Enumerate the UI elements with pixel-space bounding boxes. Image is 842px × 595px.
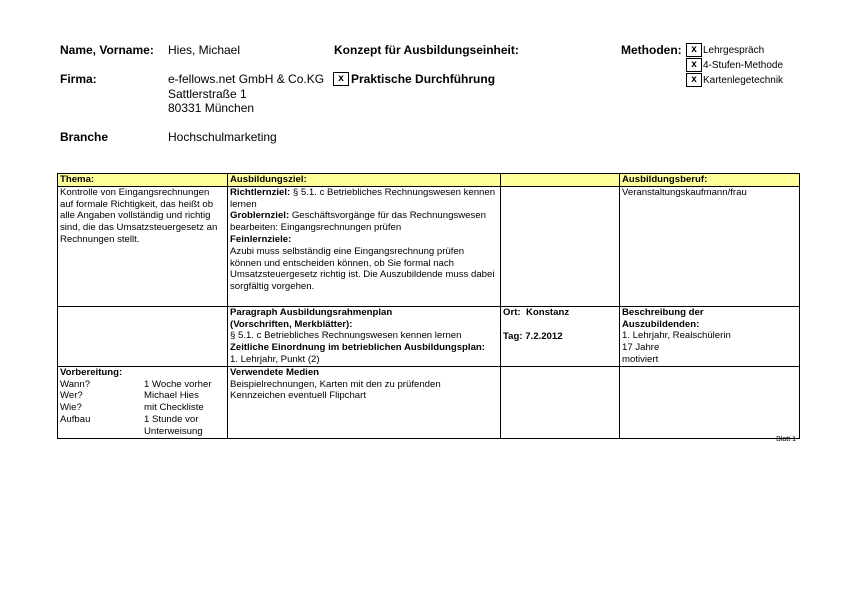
header-thema: Thema: (58, 174, 228, 187)
vorbereitung-item (60, 390, 225, 402)
beschreibung-label-1: Beschreibung der (622, 306, 704, 318)
name-value: Hies, Michael (168, 43, 241, 57)
table-header-row (58, 174, 800, 187)
empty-cell (620, 366, 800, 438)
einordnung-label: Zeitliche Einordnung im betrieblichen Ausbildungsplan: (230, 342, 485, 354)
feinlernziele-label: Feinlernziele: (230, 233, 292, 245)
table-row (58, 306, 800, 366)
medien-text: Beispielrechnungen, Karten mit den zu prüfenden Kennzeichen eventuell Flipchart (230, 378, 441, 402)
firma-line-3: 80331 München (168, 101, 255, 115)
vorbereitung-item (60, 379, 225, 391)
vorbereitung-key (60, 426, 144, 438)
groblernziel (230, 210, 498, 234)
paragraph-label: Paragraph Ausbildungsrahmenplan (230, 306, 393, 318)
tag (503, 331, 617, 343)
vorbereitung-value: 1 Stunde vor (144, 413, 199, 425)
konzept-checkbox: x (333, 72, 349, 86)
vorbereitung-item (60, 426, 225, 438)
methode-label-3: Kartenlegetechnik (703, 75, 784, 86)
beschreibung-line-1: 1. Lehrjahr, Realschülerin (622, 330, 731, 342)
paragraph-cell (228, 306, 501, 366)
richtlernziel-label: Richtlernziel: (230, 186, 291, 198)
table-row (58, 366, 800, 438)
header-ausbildungsziel: Ausbildungsziel: (228, 174, 501, 187)
thema-cell (58, 186, 228, 306)
konzept-value: Praktische Durchführung (351, 72, 496, 86)
ort (503, 307, 617, 319)
vorbereitung-value: mit Checkliste (144, 402, 204, 414)
concept-table (57, 173, 800, 439)
methode-label-1: Lehrgespräch (703, 45, 765, 56)
empty-cell (58, 306, 228, 366)
vorbereitung-item (60, 402, 225, 414)
thema-text: Kontrolle von Eingangsrechnungen auf formale Richtigkeit, das heißt ob alle Angaben vollständig und richtig sind, die das Umsatzsteuergesetz an Rechnungen stellt. (60, 186, 218, 245)
vorbereitung-key: Aufbau (60, 413, 91, 425)
groblernziel-label: Groblernziel: (230, 210, 290, 222)
beschreibung-line-2: 17 Jahre (622, 342, 660, 354)
beschreibung-label-2: Auszubildenden: (622, 318, 700, 330)
ort-label: Ort: (503, 306, 521, 318)
table-row (58, 186, 800, 306)
vorbereitung-cell (58, 366, 228, 438)
medien-label: Verwendete Medien (230, 366, 320, 378)
medien-cell (228, 366, 501, 438)
vorbereitung-value: Unterweisung (144, 425, 203, 437)
vorbereitung-key: Wann? (60, 378, 91, 390)
vorschriften-label: (Vorschriften, Merkblätter): (230, 318, 353, 330)
tag-value: 7.2.2012 (525, 330, 563, 342)
ausbildungsberuf-text: Veranstaltungskaufmann/frau (622, 186, 747, 198)
methoden-label: Methoden: (621, 43, 682, 57)
ausbildungsberuf-cell (620, 186, 800, 306)
empty-cell (501, 186, 620, 306)
vorbereitung-key: Wie? (60, 402, 82, 414)
firma-line-1: e-fellows.net GmbH & Co.KG (168, 72, 325, 86)
richtlernziel (230, 187, 498, 211)
konzept-label: Konzept für Ausbildungseinheit: (334, 43, 519, 57)
methode-label-2: 4-Stufen-Methode (703, 60, 784, 71)
methode-checkbox-3: x (686, 73, 702, 87)
richtlernziel-text: § 5.1. c Betriebliches Rechnungswesen kennen lernen (230, 186, 496, 210)
header-empty (501, 174, 620, 187)
firma-line-2: Sattlerstraße 1 (168, 87, 247, 101)
branche-value: Hochschulmarketing (168, 130, 277, 144)
ausbildungsziel-cell (228, 186, 501, 306)
vorbereitung-label: Vorbereitung: (60, 366, 123, 378)
beschreibung-cell (620, 306, 800, 366)
sheet-label: Blatt 1 (776, 436, 796, 443)
einordnung-text: 1. Lehrjahr, Punkt (2) (230, 353, 320, 365)
vorbereitung-key: Wer? (60, 390, 83, 402)
beschreibung-line-3: motiviert (622, 353, 659, 365)
methode-checkbox-1: x (686, 43, 702, 57)
vorbereitung-value: Michael Hies (144, 390, 199, 402)
ort-tag-cell (501, 306, 620, 366)
tag-label: Tag: (503, 330, 523, 342)
ort-value: Konstanz (525, 306, 570, 318)
header-ausbildungsberuf: Ausbildungsberuf: (620, 174, 800, 187)
firma-label: Firma: (60, 72, 97, 86)
vorbereitung-item (60, 414, 225, 426)
groblernziel-text: Geschäftsvorgänge für das Rechnungswesen bearbeiten: Eingangsrechnungen prüfen (230, 210, 486, 234)
empty-cell (501, 366, 620, 438)
vorbereitung-value: 1 Woche vorher (144, 378, 212, 390)
branche-label: Branche (60, 130, 109, 144)
paragraph-text: § 5.1. c Betriebliches Rechnungswesen kennen lernen (230, 330, 462, 342)
name-label: Name, Vorname: (60, 43, 154, 57)
feinlernziele-text: Azubi muss selbständig eine Eingangsrechnung prüfen können und entscheiden können, ob Sie formal nach Umsatzsteuergesetz richtig ist. Die Auszubildende muss dabei sorgfältig vorgehen. (230, 245, 495, 293)
methode-checkbox-2: x (686, 58, 702, 72)
